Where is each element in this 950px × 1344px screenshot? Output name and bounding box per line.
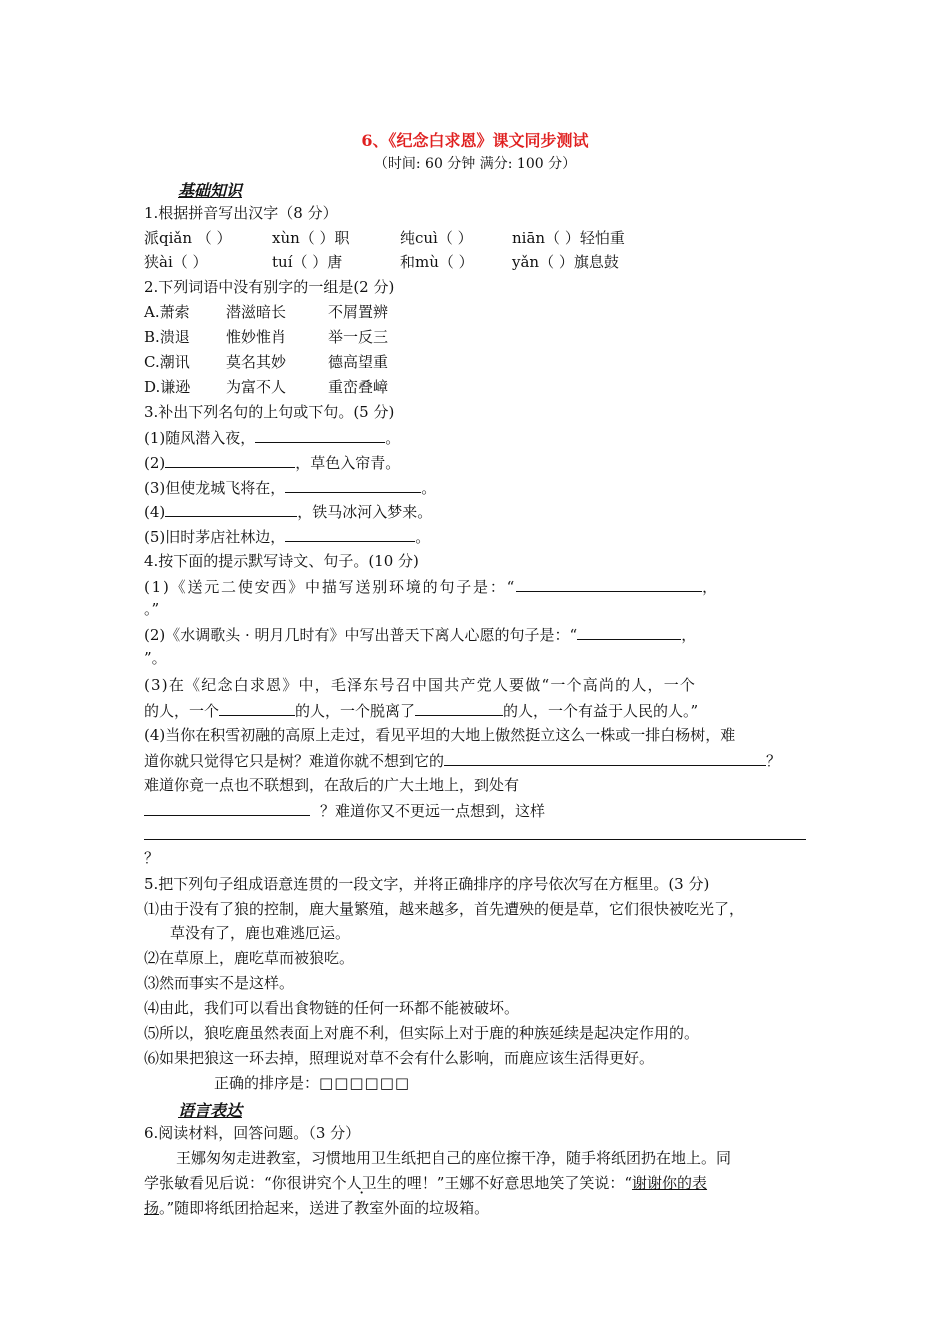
q2-option — [144, 327, 388, 347]
q3-stem: 3.补出下列名句的上句或下句。(5 分) — [144, 403, 395, 421]
q1-stem: 1.根据拼音写出汉字（8 分） — [144, 204, 338, 222]
q6-text: 学张敏看见后说：“你很讲究 — [144, 1174, 332, 1192]
q3-item-text: 。 — [421, 479, 437, 497]
q3-item — [144, 427, 400, 448]
q4-item2 — [144, 624, 696, 645]
q5-answer-row — [214, 1073, 410, 1093]
q5-sentence: ⑵在草原上，鹿吃草而被狼吃。 — [144, 949, 355, 967]
q4-item4-end: ？ — [144, 849, 160, 867]
q2-option-word: 潜滋暗长 — [226, 303, 287, 321]
answer-blank[interactable] — [444, 750, 766, 766]
q3-item-text: 。 — [385, 429, 401, 447]
answer-blank[interactable] — [415, 700, 503, 716]
q3-item-text: (2) — [144, 454, 166, 472]
q3-item-text: (5)旧时茅店社林边， — [144, 528, 286, 546]
q2-option-word: D.谦逊 — [144, 378, 191, 396]
q5-sentence: ⑸所以，狼吃鹿虽然表面上对鹿不利，但实际上对于鹿的种族延续是起决定作用的。 — [144, 1024, 700, 1042]
q4-item4-line2 — [144, 750, 781, 771]
q2-option — [144, 377, 388, 397]
answer-blank[interactable] — [144, 824, 806, 840]
q1-item: yǎn（ ）旗息鼓 — [512, 253, 619, 271]
q4-text: (1)《送元二使安西》中描写送别环境的句子是：“ — [144, 578, 517, 596]
q4-stem: 4.按下面的提示默写诗文、句子。(10 分) — [144, 552, 419, 570]
q3-item — [144, 526, 430, 547]
q3-item-text: (3)但使龙城飞将在， — [144, 479, 286, 497]
q4-item3-line2 — [144, 700, 698, 721]
answer-blank[interactable] — [165, 452, 295, 468]
q4-item3: (3)在《纪念白求恩》中，毛泽东号召中国共产党人要做“一个高尚的人，一个 — [144, 676, 697, 694]
q2-option — [144, 352, 388, 372]
q3-item-text: (4) — [144, 503, 166, 521]
q6-paragraph-line: 王娜匆匆走进教室，习惯地用卫生纸把自己的座位擦干净，随手将纸团扔在地上。同 — [176, 1149, 732, 1167]
q4-item4: (4)当你在积雪初融的高原上走过，看见平坦的大地上傲然挺立这么一株或一排白杨树，难 — [144, 726, 736, 744]
q4-text: ？ — [766, 752, 782, 770]
answer-blank[interactable] — [516, 576, 702, 592]
q2-option-word: 重峦叠嶂 — [328, 378, 389, 396]
q2-option-word: 举一反三 — [328, 328, 389, 346]
q3-item — [144, 501, 432, 522]
q4-text: ， — [681, 626, 697, 644]
q5-sentence: ⑷由此，我们可以看出食物链的任何一环都不能被破坏。 — [144, 999, 520, 1017]
q2-option-word: 德高望重 — [328, 353, 389, 371]
q5-stem: 5.把下列句子组成语意连贯的一段文字，并将正确排序的序号依次写在方框里。(3 分) — [144, 875, 710, 893]
q5-sentence: ⑶然而事实不是这样。 — [144, 974, 295, 992]
q6-text: 的哩！”王娜不好意思地笑了笑说：“ — [391, 1174, 633, 1192]
q5-sentence: ⑴由于没有了狼的控制，鹿大量繁殖，越来越多，首先遭殃的便是草，它们很快被吃光了， — [144, 900, 745, 918]
q3-item-text: (1)随风潜入夜， — [144, 429, 256, 447]
q1-row2 — [144, 252, 619, 272]
section-heading-expression: 语言表达 — [178, 1101, 243, 1120]
q3-item — [144, 477, 436, 498]
answer-blank[interactable] — [144, 800, 310, 816]
q1-item: tuí（ ）唐 — [272, 253, 343, 271]
q1-item: 派qiǎn （ ） — [144, 229, 232, 247]
answer-blank[interactable] — [255, 427, 385, 443]
q4-text: 的人，一个脱离了 — [295, 702, 416, 720]
q2-option-word: 为富不人 — [226, 378, 287, 396]
q3-item-text: 。 — [415, 528, 431, 546]
q4-item4-line5 — [144, 824, 806, 845]
answer-boxes[interactable]: □□□□□□ — [319, 1074, 411, 1092]
q4-item4-line4 — [144, 800, 545, 821]
page-title: 6、《纪念白求恩》课文同步测试 — [361, 131, 589, 150]
answer-blank[interactable] — [285, 526, 415, 542]
q4-item4-line3: 难道你竟一点也不联想到，在敌后的广大土地上，到处有 — [144, 776, 520, 794]
q3-item-text: ，草色入帘青。 — [295, 454, 401, 472]
q1-row1 — [144, 228, 625, 248]
q2-stem: 2.下列词语中没有别字的一组是(2 分) — [144, 278, 395, 296]
q6-underlined-text: 谢谢你的表 — [632, 1174, 708, 1192]
q2-option-word: 不屑置辨 — [328, 303, 389, 321]
q5-answer-label: 正确的排序是： — [214, 1074, 320, 1092]
q6-underlined-text: 扬 — [144, 1199, 160, 1217]
q6-text: 。”随即将纸团拾起来，送进了教室外面的垃圾箱。 — [159, 1199, 490, 1217]
q4-item2-end: ”。 — [144, 649, 167, 667]
q2-option — [144, 302, 388, 322]
q2-option-word: A.萧索 — [144, 303, 190, 321]
answer-blank[interactable] — [577, 624, 681, 640]
q4-text: ， — [702, 578, 719, 596]
page-subtitle: （时间: 60 分钟 满分: 100 分） — [373, 156, 577, 172]
q1-item: 纯cuì（ ） — [400, 229, 473, 247]
q4-text: 的人，一个有益于人民的人。” — [503, 702, 699, 720]
q4-text: ？难道你又不更远一点想到，这样 — [320, 802, 546, 820]
section-heading-basic: 基础知识 — [178, 181, 243, 200]
q4-text: (2)《水调歌头 · 明月几时有》中写出普天下离人心愿的句子是：“ — [144, 626, 578, 644]
q6-stem: 6.阅读材料，回答问题。（3 分） — [144, 1124, 361, 1142]
q1-item: 和mù（ ） — [400, 253, 474, 271]
q4-text: 的人，一个 — [144, 702, 220, 720]
q2-option-word: B.溃退 — [144, 328, 190, 346]
q2-option-word: 惟妙惟肖 — [226, 328, 287, 346]
q2-option-word: 莫名其妙 — [226, 353, 287, 371]
q3-item-text: ，铁马冰河入梦来。 — [297, 503, 433, 521]
q1-item: 狭ài（ ） — [144, 253, 208, 271]
q2-option-word: C.潮讯 — [144, 353, 190, 371]
q6-dotted-text: 个人卫生 — [331, 1174, 392, 1192]
q4-item1-end: 。” — [144, 600, 160, 618]
q6-paragraph-line — [144, 1173, 707, 1193]
q5-sentence: ⑹如果把狼这一环去掉，照理说对草不会有什么影响，而鹿应该生活得更好。 — [144, 1049, 655, 1067]
q3-item — [144, 452, 400, 473]
answer-blank[interactable] — [219, 700, 295, 716]
q4-item1 — [144, 576, 719, 597]
q4-text: 道你就只觉得它只是树？难道你就不想到它的 — [144, 752, 445, 770]
answer-blank[interactable] — [285, 477, 421, 493]
q1-item: niān（ ）轻怕重 — [512, 229, 625, 247]
answer-blank[interactable] — [165, 501, 297, 517]
q5-sentence: 草没有了，鹿也难逃厄运。 — [170, 924, 351, 942]
q6-paragraph-line — [144, 1198, 489, 1218]
q1-item: xùn（ ）职 — [272, 229, 350, 247]
